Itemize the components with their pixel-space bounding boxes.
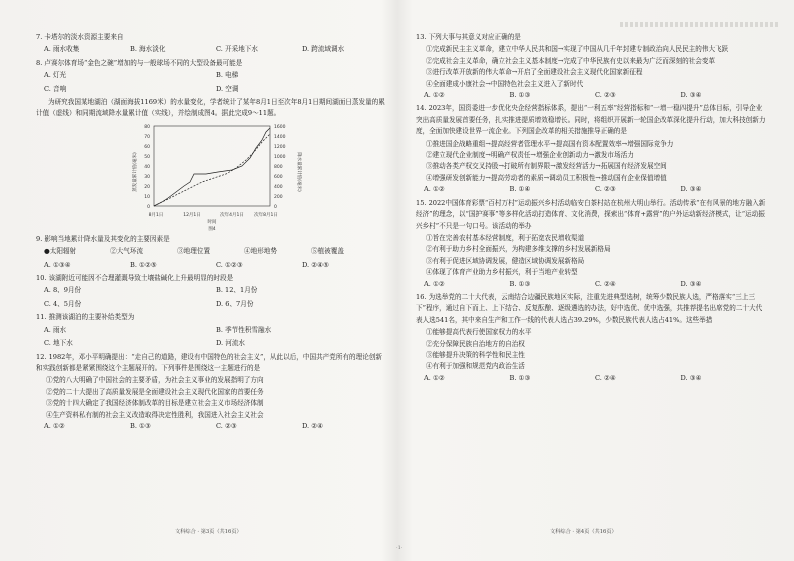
- x-axis-title: 时间: [207, 219, 217, 225]
- q9-items: [44, 246, 344, 257]
- q16-option-a: A. ①②: [424, 373, 445, 382]
- q9-item-3: ③地理位置: [177, 247, 211, 256]
- left-page: [36, 32, 388, 434]
- x-tick: 次年8月1日: [254, 212, 278, 218]
- q7-stem: 7. 卡塔尔的淡水资源主要来自: [36, 33, 124, 41]
- yl-tick: 60: [144, 144, 150, 150]
- q10-option-a: A. 8、9月份: [44, 286, 82, 295]
- q15-item-1: ①旨在完善农村基本经营制度，利于拓宽农民增收渠道: [426, 233, 585, 242]
- q12-item-3: ③党的十四大确定了我国经济体制改革的目标是建立社会主义市场经济体制: [46, 399, 264, 408]
- q16-option-c: C. ②④: [595, 373, 616, 382]
- q12-options: [44, 421, 388, 432]
- scan-stripe: [620, 22, 780, 27]
- q12-stem: 12. 1982年，邓小平明确提出：“走自己的道路，建设有中国特色的社会主义”，从此以后，中国共产党所有的理论创新和实践创新都是紧紧围绕这个主题展开的。下列事件是围绕这一主题进行的是: [36, 352, 383, 372]
- q13-option-d: D. ③④: [680, 91, 702, 100]
- yr-tick: 1400: [274, 134, 286, 140]
- precip-cumulative-line: [154, 128, 270, 206]
- q8-option-c: C. 音响: [44, 84, 67, 93]
- q14-stem: 14. 2023年，国资委进一步优化央企经营指标体系，提出“一利五率”经营指标和“一增一稳四提升”总体目标，引导企业突出高质量发展首要任务，扎实推进提质增效稳增长。同时，将组织开展新一轮国企改革深化提升行动，加大科技创新力度，全面加快建设世界一流企业。下列国企改革的相关措施推导正确的是: [416, 104, 766, 136]
- q15-item-4: ④体现了体育产业助力乡村振兴，利于当地产业转型: [426, 268, 578, 277]
- q8-stem: 8. 卢赛尔体育场“金色之碗”增加的与一般球场不同的大型设备最可能是: [36, 58, 243, 67]
- q11-option-b: B. 季节性积雪融水: [216, 325, 272, 334]
- q11-option-a: A. 雨水: [44, 325, 67, 334]
- q12-option-d: D. ②④: [302, 421, 324, 430]
- q9-item-4: ④地形地势: [244, 247, 277, 256]
- yr-tick: 400: [274, 184, 283, 190]
- q15-option-c: C. ②④: [595, 279, 616, 288]
- figure-caption: 图4: [208, 226, 216, 232]
- q14-option-a: A. ①②: [424, 185, 445, 194]
- q16-item-3: ③能够提升决策的科学性和民主性: [426, 350, 525, 359]
- q11-option-c: C. 地下水: [44, 339, 73, 348]
- q9-option-b: B. ①②⑤: [130, 260, 157, 269]
- q7-option-a: A. 雨水收集: [44, 45, 80, 54]
- q14-option-c: C. ②③: [595, 185, 616, 194]
- q8-option-a: A. 灯光: [44, 71, 67, 80]
- q12-option-b: B. ①③: [130, 421, 151, 430]
- q9-item-2: ②大气环流: [110, 247, 144, 256]
- q7-option-b: B. 海水淡化: [130, 45, 166, 54]
- q13-item-3: ③进行改革开放新的伟大革命→开启了全面建设社会主义现代化国家新征程: [426, 68, 643, 77]
- yr-tick: 0: [274, 204, 277, 210]
- q8-options-1: [44, 70, 388, 81]
- q13-item-2: ②完成社会主义革命，确立社会主义基本制度→完成了中华民族有史以来最为广泛而深刻的社会变革: [426, 56, 716, 65]
- right-footer: 文科综合 · 第4页（共16页）: [550, 529, 617, 535]
- q8-options-2: [44, 84, 388, 95]
- yr-tick: 200: [274, 194, 283, 200]
- q11-option-d: D. 河流水: [216, 339, 246, 348]
- q7-option-c: C. 开采地下水: [216, 45, 258, 54]
- yl-tick: 40: [144, 164, 150, 170]
- yr-tick: 1000: [274, 154, 286, 160]
- yl-tick: 30: [144, 174, 150, 180]
- q9-option-c: C. ①②③: [216, 260, 243, 269]
- q12-option-a: A. ①②: [44, 421, 65, 430]
- q13-item-4: ④全面建成小康社会→中国特色社会主义进入了新时代: [426, 79, 584, 88]
- q13-options: [424, 90, 766, 101]
- yl-tick: 20: [144, 184, 150, 190]
- q13-option-b: B. ①③: [509, 91, 531, 100]
- q12-item-4: ④生产资料私有制的社会主义改造取得决定性胜利，我国进入社会主义社会: [46, 410, 264, 419]
- yl-tick: 0: [147, 204, 150, 210]
- q13-stem: 13. 下列大事与其意义对应正确的是: [416, 33, 521, 41]
- q9-options: [44, 260, 388, 271]
- q12-item-1: ①党的八大明确了中国社会的主要矛盾，为社会主义事业的发展指明了方向: [46, 376, 264, 385]
- q15-stem: 15. 2022中国体育彩票“百村万村”运动振兴乡村活动临安白茶村站在杭州大明山举行。活动传承“在有风景的地方融入新经济”的理念，以“国护赛事”等多样化活动打造体育、文化消费，探索出“体育+露营”的户外运动新经济模式，让“运动振兴乡村”不只是一句口号。该活动的举办: [416, 198, 766, 230]
- q16-stem: 16. 为选举党的二十大代表，云南结合边疆民族地区实际，注重先进典型选树，统筹少数民族人选，严格落实“三上三下”程序，通过自下而上、上下结合、反复酝酿、逐级遴选的办法，好中选优、优中选强，共推荐提名出席党的二十大代表人选541名，其中来自生产和工作一线的代表人选占39.29%，少数民族代表人选占41%。这些举措: [416, 292, 763, 324]
- right-page: [416, 32, 766, 386]
- yl-tick: 80: [144, 124, 150, 130]
- q7-option-d: D. 跨流域调水: [302, 45, 345, 54]
- q13-item-1: ①完成新民主主义革命，建立中华人民共和国→实现了中国从几千年封建专制政治向人民民主的伟大飞跃: [426, 45, 729, 54]
- yr-tick: 800: [274, 164, 283, 170]
- q7-options: [44, 44, 388, 55]
- q14-options: [424, 184, 766, 195]
- q10-stem: 10. 该湖附近可能因不合理灌溉导致土壤盐碱化上升最明显的时段是: [36, 274, 234, 283]
- q16-option-b: B. ①③: [509, 373, 531, 382]
- q15-item-2: ②有利于助力乡村全面振兴，为构建多维支撑的乡村发展新格局: [426, 245, 611, 254]
- q9-item-1: ●太阳辐射: [44, 247, 77, 256]
- q15-item-3: ③有利于促进区域协调发展，健造区域协调发展新格局: [426, 256, 585, 265]
- q9-option-d: D. ②④⑤: [302, 260, 329, 269]
- q16-options: [424, 373, 766, 384]
- q16-item-2: ②充分保障民族自治地方的自治权: [426, 339, 525, 348]
- q14-option-b: B. ①④: [509, 185, 531, 194]
- q16-item-4: ④有利于加强和规范党内政治生活: [426, 362, 525, 371]
- figure-4: [132, 122, 302, 232]
- yr-tick: 1600: [274, 124, 286, 130]
- line-chart: [132, 122, 302, 232]
- passage-text: 为研究我国某地湖泊（湖面海拔1169米）的水量变化，学者统计了某年8月1日至次年8月1日期间湖面日蒸发量的累计值（虚线）和同期流域降水量累计值（实线），并绘制成图4。据此完成9～11题。: [36, 98, 385, 118]
- yr-tick: 1200: [274, 144, 286, 150]
- q9-stem: 9. 影响当地累计降水量及其变化的主要因素是: [36, 234, 170, 243]
- q15-option-b: B. ①③: [509, 279, 531, 288]
- q11-options-1: [44, 325, 388, 336]
- plot-frame: [154, 126, 270, 206]
- q10-option-c: C. 4、5月份: [44, 299, 82, 308]
- q11-options-2: [44, 338, 388, 349]
- q15-options: [424, 279, 766, 290]
- yl-tick: 50: [144, 154, 150, 160]
- q16-item-1: ①能够提高代表行使国家权力的水平: [426, 328, 532, 337]
- q12-option-c: C. ②③: [216, 421, 237, 430]
- q14-item-1: ①推进国企战略重组→提高经营者管理水平→提高国有资本配置效率→增强国际竞争力: [426, 139, 674, 148]
- q14-item-3: ③推动各类产权交叉持股→打破所有制界限→激发经营活力→拓展国有经济发展空间: [426, 162, 667, 171]
- q16-option-d: D. ③④: [680, 373, 702, 382]
- yr-tick: 600: [274, 174, 283, 180]
- q11-stem: 11. 推测该湖泊的主要补给类型为: [36, 313, 135, 322]
- x-tick: 次年4月1日: [220, 212, 244, 218]
- x-tick: 8月1日: [148, 212, 164, 218]
- q10-options-1: [44, 285, 388, 296]
- q15-option-a: A. ①②: [424, 279, 445, 288]
- q14-item-2: ②建立现代企业制度→明确产权责任→增强企业创新动力→激发市场活力: [426, 151, 634, 160]
- q13-option-c: C. ②③: [595, 91, 616, 100]
- spine-mark: ·1·: [396, 545, 403, 551]
- yl-tick: 10: [144, 194, 150, 200]
- q10-option-b: B. 12、1月份: [216, 286, 258, 295]
- q14-option-d: D. ③④: [680, 185, 702, 194]
- q13-option-a: A. ①②: [424, 91, 445, 100]
- yl-tick: 70: [144, 134, 150, 140]
- q15-option-d: D. ③④: [680, 279, 702, 288]
- q14-item-4: ④增强研发创新能力→提高劳动者的素质→调动员工积极性→推动国有企业保值增值: [426, 173, 667, 182]
- q8-option-d: D. 空调: [216, 84, 239, 93]
- y-left-label: 蒸发量累计值(毫米): [133, 152, 138, 192]
- q9-item-5: ⑤植被覆盖: [310, 247, 344, 256]
- q9-option-a: A. ①③④: [44, 260, 71, 269]
- q12-item-2: ②党的二十大提出了高质量发展是全面建设社会主义现代化国家的首要任务: [46, 387, 264, 396]
- q10-option-d: D. 6、7月份: [216, 299, 254, 308]
- y-right-label: 降水量累计值(毫米): [296, 152, 301, 192]
- q8-option-b: B. 电梯: [216, 71, 239, 80]
- left-footer: 文科综合 · 第3页（共16页）: [175, 529, 242, 535]
- x-tick: 12月1日: [183, 212, 201, 218]
- q10-options-2: [44, 299, 388, 310]
